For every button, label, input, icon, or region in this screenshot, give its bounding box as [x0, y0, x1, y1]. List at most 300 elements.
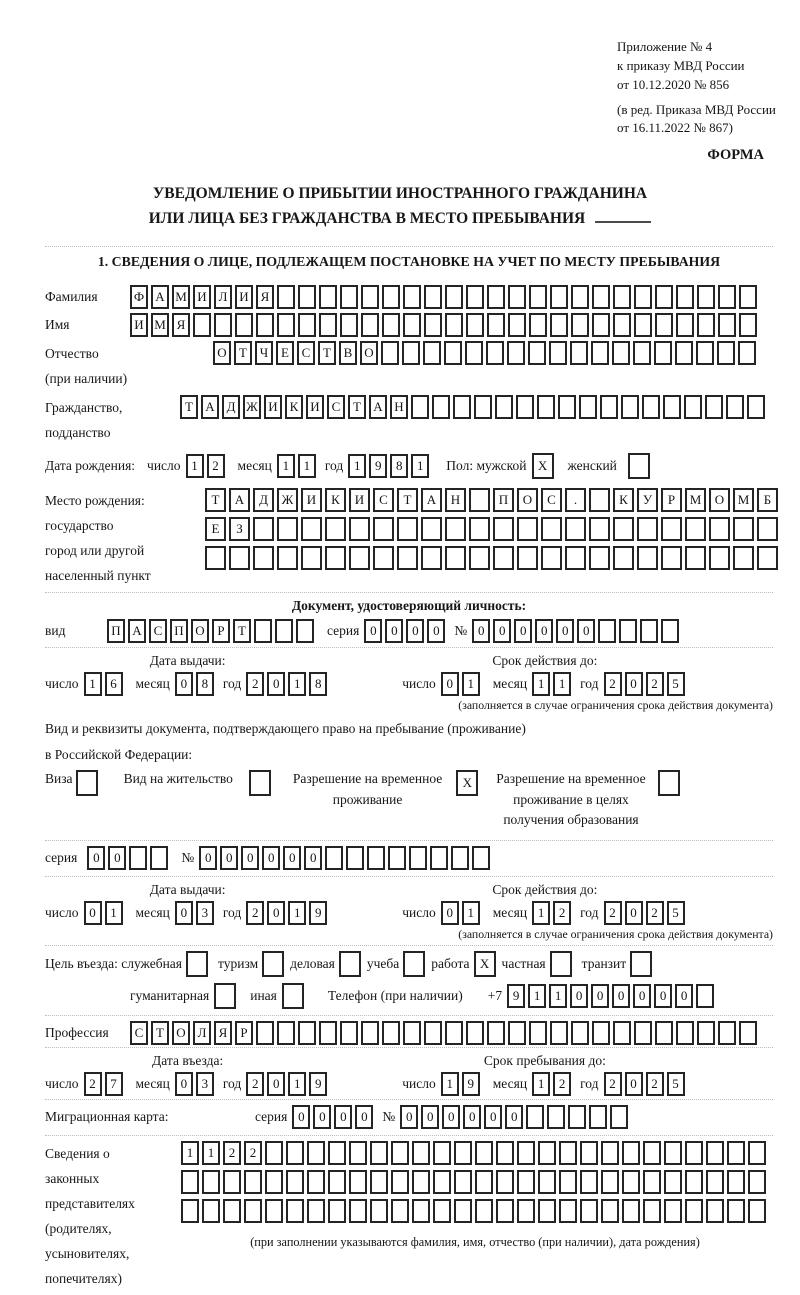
- form-cell[interactable]: 6: [105, 672, 123, 696]
- form-cell[interactable]: [549, 341, 567, 365]
- form-cell[interactable]: [412, 1199, 430, 1223]
- form-cell[interactable]: [496, 1141, 514, 1165]
- form-cell[interactable]: [193, 313, 211, 337]
- form-cell[interactable]: [445, 1021, 463, 1045]
- form-cell[interactable]: [223, 1199, 241, 1223]
- form-cell[interactable]: [565, 546, 586, 570]
- form-cell[interactable]: [612, 341, 630, 365]
- form-cell[interactable]: [275, 619, 293, 643]
- form-cell[interactable]: [325, 517, 346, 541]
- form-cell[interactable]: 8: [390, 454, 408, 478]
- form-cell[interactable]: 2: [246, 901, 264, 925]
- form-cell[interactable]: [507, 341, 525, 365]
- form-cell[interactable]: [529, 313, 547, 337]
- form-cell[interactable]: [697, 313, 715, 337]
- form-cell[interactable]: 8: [196, 672, 214, 696]
- form-cell[interactable]: [655, 1021, 673, 1045]
- form-cell[interactable]: 2: [646, 1072, 664, 1096]
- form-cell[interactable]: [517, 1199, 535, 1223]
- form-cell[interactable]: [706, 1141, 724, 1165]
- form-cell[interactable]: 2: [646, 672, 664, 696]
- form-cell[interactable]: [319, 313, 337, 337]
- form-cell[interactable]: [508, 313, 526, 337]
- form-cell[interactable]: 0: [385, 619, 403, 643]
- form-cell[interactable]: 1: [84, 672, 102, 696]
- form-cell[interactable]: [444, 341, 462, 365]
- form-cell[interactable]: М: [151, 313, 169, 337]
- form-cell[interactable]: [277, 285, 295, 309]
- form-cell[interactable]: 0: [472, 619, 490, 643]
- form-cell[interactable]: Р: [235, 1021, 253, 1045]
- form-cell[interactable]: [739, 313, 757, 337]
- form-cell[interactable]: 0: [241, 846, 259, 870]
- form-cell[interactable]: [412, 1141, 430, 1165]
- form-cell[interactable]: [445, 313, 463, 337]
- form-cell[interactable]: [733, 517, 754, 541]
- form-cell[interactable]: [589, 1105, 607, 1129]
- form-cell[interactable]: [643, 1199, 661, 1223]
- form-cell[interactable]: [661, 546, 682, 570]
- form-cell[interactable]: [265, 1141, 283, 1165]
- form-cell[interactable]: 0: [612, 984, 630, 1008]
- form-cell[interactable]: [349, 1170, 367, 1194]
- form-cell[interactable]: [655, 313, 673, 337]
- form-cell[interactable]: [370, 1199, 388, 1223]
- form-cell[interactable]: 1: [528, 984, 546, 1008]
- form-cell[interactable]: [465, 341, 483, 365]
- form-cell[interactable]: [421, 546, 442, 570]
- form-cell[interactable]: [622, 1141, 640, 1165]
- form-cell[interactable]: [517, 517, 538, 541]
- form-cell[interactable]: 3: [196, 901, 214, 925]
- form-cell[interactable]: 0: [570, 984, 588, 1008]
- form-cell[interactable]: 1: [411, 454, 429, 478]
- form-cell[interactable]: [403, 313, 421, 337]
- form-cell[interactable]: Е: [205, 517, 226, 541]
- form-cell[interactable]: 0: [633, 984, 651, 1008]
- form-cell[interactable]: [558, 395, 576, 419]
- form-cell[interactable]: [664, 1141, 682, 1165]
- form-cell[interactable]: [340, 285, 358, 309]
- form-cell[interactable]: [565, 517, 586, 541]
- form-cell[interactable]: Д: [222, 395, 240, 419]
- form-cell[interactable]: 1: [298, 454, 316, 478]
- form-cell[interactable]: Р: [212, 619, 230, 643]
- form-cell[interactable]: А: [369, 395, 387, 419]
- form-cell[interactable]: 2: [604, 672, 622, 696]
- form-cell[interactable]: 1: [288, 901, 306, 925]
- form-cell[interactable]: [262, 951, 284, 977]
- form-cell[interactable]: 0: [108, 846, 126, 870]
- form-cell[interactable]: Д: [253, 488, 274, 512]
- form-cell[interactable]: [526, 1105, 544, 1129]
- form-cell[interactable]: 0: [292, 1105, 310, 1129]
- form-cell[interactable]: [589, 517, 610, 541]
- form-cell[interactable]: 0: [625, 1072, 643, 1096]
- form-cell[interactable]: 5: [667, 901, 685, 925]
- form-cell[interactable]: [382, 285, 400, 309]
- form-cell[interactable]: 1: [553, 672, 571, 696]
- form-cell[interactable]: 0: [654, 984, 672, 1008]
- form-cell[interactable]: К: [325, 488, 346, 512]
- form-cell[interactable]: [658, 770, 680, 796]
- form-cell[interactable]: [475, 1141, 493, 1165]
- form-cell[interactable]: [282, 983, 304, 1009]
- form-cell[interactable]: Я: [256, 285, 274, 309]
- form-cell[interactable]: [373, 517, 394, 541]
- form-cell[interactable]: 2: [604, 901, 622, 925]
- form-cell[interactable]: [451, 846, 469, 870]
- form-cell[interactable]: [370, 1170, 388, 1194]
- form-cell[interactable]: [493, 546, 514, 570]
- form-cell[interactable]: [571, 285, 589, 309]
- form-cell[interactable]: С: [149, 619, 167, 643]
- form-cell[interactable]: О: [709, 488, 730, 512]
- form-cell[interactable]: [663, 395, 681, 419]
- form-cell[interactable]: [301, 546, 322, 570]
- form-cell[interactable]: И: [264, 395, 282, 419]
- form-cell[interactable]: [706, 1199, 724, 1223]
- form-cell[interactable]: [697, 285, 715, 309]
- form-cell[interactable]: [339, 951, 361, 977]
- form-cell[interactable]: [637, 546, 658, 570]
- form-cell[interactable]: [454, 1141, 472, 1165]
- form-cell[interactable]: З: [229, 517, 250, 541]
- form-cell[interactable]: О: [191, 619, 209, 643]
- form-cell[interactable]: Т: [151, 1021, 169, 1045]
- form-cell[interactable]: Я: [214, 1021, 232, 1045]
- form-cell[interactable]: [397, 517, 418, 541]
- form-cell[interactable]: Т: [234, 341, 252, 365]
- form-cell[interactable]: 9: [507, 984, 525, 1008]
- form-cell[interactable]: [286, 1199, 304, 1223]
- form-cell[interactable]: [445, 517, 466, 541]
- form-cell[interactable]: 2: [84, 1072, 102, 1096]
- form-cell[interactable]: Н: [445, 488, 466, 512]
- form-cell[interactable]: 0: [514, 619, 532, 643]
- form-cell[interactable]: [613, 517, 634, 541]
- form-cell[interactable]: [487, 285, 505, 309]
- form-cell[interactable]: [508, 285, 526, 309]
- form-cell[interactable]: [454, 1170, 472, 1194]
- form-cell[interactable]: 1: [348, 454, 366, 478]
- form-cell[interactable]: [685, 1170, 703, 1194]
- form-cell[interactable]: П: [170, 619, 188, 643]
- form-cell[interactable]: [642, 395, 660, 419]
- form-cell[interactable]: [445, 546, 466, 570]
- form-cell[interactable]: [709, 546, 730, 570]
- form-cell[interactable]: [277, 1021, 295, 1045]
- form-cell[interactable]: [619, 619, 637, 643]
- form-cell[interactable]: Ж: [277, 488, 298, 512]
- form-cell[interactable]: [705, 395, 723, 419]
- form-cell[interactable]: [538, 1141, 556, 1165]
- form-cell[interactable]: [486, 341, 504, 365]
- form-cell[interactable]: [381, 341, 399, 365]
- form-cell[interactable]: [469, 546, 490, 570]
- form-cell[interactable]: И: [130, 313, 148, 337]
- form-cell[interactable]: [493, 517, 514, 541]
- form-cell[interactable]: 9: [462, 1072, 480, 1096]
- form-cell[interactable]: [424, 313, 442, 337]
- form-cell[interactable]: [547, 1105, 565, 1129]
- form-cell[interactable]: [325, 846, 343, 870]
- form-cell[interactable]: 0: [304, 846, 322, 870]
- form-cell[interactable]: [559, 1170, 577, 1194]
- form-cell[interactable]: [307, 1170, 325, 1194]
- form-cell[interactable]: [433, 1141, 451, 1165]
- form-cell[interactable]: [487, 1021, 505, 1045]
- form-cell[interactable]: А: [201, 395, 219, 419]
- form-cell[interactable]: [579, 395, 597, 419]
- form-cell[interactable]: [589, 488, 610, 512]
- form-cell[interactable]: Т: [318, 341, 336, 365]
- form-cell[interactable]: [432, 395, 450, 419]
- form-cell[interactable]: [466, 1021, 484, 1045]
- form-cell[interactable]: [717, 341, 735, 365]
- form-cell[interactable]: Ч: [255, 341, 273, 365]
- form-cell[interactable]: [550, 1021, 568, 1045]
- form-cell[interactable]: П: [493, 488, 514, 512]
- form-cell[interactable]: [475, 1199, 493, 1223]
- form-cell[interactable]: 0: [441, 901, 459, 925]
- form-cell[interactable]: Т: [180, 395, 198, 419]
- form-cell[interactable]: [675, 341, 693, 365]
- form-cell[interactable]: [256, 1021, 274, 1045]
- form-cell[interactable]: [634, 1021, 652, 1045]
- form-cell[interactable]: К: [285, 395, 303, 419]
- form-cell[interactable]: 0: [675, 984, 693, 1008]
- form-cell[interactable]: [253, 517, 274, 541]
- form-cell[interactable]: 0: [267, 901, 285, 925]
- form-cell[interactable]: [726, 395, 744, 419]
- form-cell[interactable]: [630, 951, 652, 977]
- form-cell[interactable]: [685, 1141, 703, 1165]
- form-cell[interactable]: [600, 395, 618, 419]
- form-cell[interactable]: [277, 313, 295, 337]
- form-cell[interactable]: [367, 846, 385, 870]
- form-cell[interactable]: 0: [427, 619, 445, 643]
- form-cell[interactable]: [528, 341, 546, 365]
- form-cell[interactable]: С: [541, 488, 562, 512]
- form-cell[interactable]: [621, 395, 639, 419]
- form-cell[interactable]: [349, 1141, 367, 1165]
- form-cell[interactable]: С: [327, 395, 345, 419]
- form-cell[interactable]: 0: [220, 846, 238, 870]
- form-cell[interactable]: 0: [556, 619, 574, 643]
- form-cell[interactable]: [325, 546, 346, 570]
- form-cell[interactable]: [628, 453, 650, 479]
- form-cell[interactable]: [748, 1170, 766, 1194]
- form-cell[interactable]: 1: [202, 1141, 220, 1165]
- form-cell[interactable]: 0: [406, 619, 424, 643]
- form-cell[interactable]: [433, 1199, 451, 1223]
- form-cell[interactable]: [307, 1141, 325, 1165]
- form-cell[interactable]: [601, 1170, 619, 1194]
- form-cell[interactable]: [244, 1170, 262, 1194]
- form-cell[interactable]: 0: [625, 901, 643, 925]
- form-cell[interactable]: 0: [283, 846, 301, 870]
- form-cell[interactable]: [244, 1199, 262, 1223]
- form-cell[interactable]: [559, 1141, 577, 1165]
- form-cell[interactable]: [664, 1199, 682, 1223]
- form-cell[interactable]: [235, 313, 253, 337]
- form-cell[interactable]: 2: [646, 901, 664, 925]
- form-cell[interactable]: [391, 1170, 409, 1194]
- form-cell[interactable]: 1: [288, 1072, 306, 1096]
- form-cell[interactable]: [580, 1170, 598, 1194]
- form-cell[interactable]: [423, 341, 441, 365]
- form-cell[interactable]: [214, 983, 236, 1009]
- form-cell[interactable]: [391, 1199, 409, 1223]
- form-cell[interactable]: Т: [397, 488, 418, 512]
- form-cell[interactable]: [685, 1199, 703, 1223]
- form-cell[interactable]: 7: [105, 1072, 123, 1096]
- form-cell[interactable]: 5: [667, 672, 685, 696]
- form-cell[interactable]: 3: [196, 1072, 214, 1096]
- form-cell[interactable]: 0: [313, 1105, 331, 1129]
- form-cell[interactable]: [319, 285, 337, 309]
- form-cell[interactable]: 1: [549, 984, 567, 1008]
- form-cell[interactable]: [757, 546, 778, 570]
- form-cell[interactable]: [580, 1141, 598, 1165]
- form-cell[interactable]: [409, 846, 427, 870]
- form-cell[interactable]: [643, 1141, 661, 1165]
- form-cell[interactable]: [373, 546, 394, 570]
- form-cell[interactable]: 0: [625, 672, 643, 696]
- form-cell[interactable]: [340, 1021, 358, 1045]
- form-cell[interactable]: А: [421, 488, 442, 512]
- form-cell[interactable]: 0: [199, 846, 217, 870]
- form-cell[interactable]: [370, 1141, 388, 1165]
- form-cell[interactable]: [685, 517, 706, 541]
- form-cell[interactable]: [319, 1021, 337, 1045]
- form-cell[interactable]: [249, 770, 271, 796]
- form-cell[interactable]: 9: [309, 1072, 327, 1096]
- form-cell[interactable]: [256, 313, 274, 337]
- form-cell[interactable]: [591, 341, 609, 365]
- form-cell[interactable]: М: [685, 488, 706, 512]
- form-cell[interactable]: [580, 1199, 598, 1223]
- form-cell[interactable]: [202, 1170, 220, 1194]
- form-cell[interactable]: [391, 1141, 409, 1165]
- form-cell[interactable]: [676, 1021, 694, 1045]
- form-cell[interactable]: 0: [441, 672, 459, 696]
- form-cell[interactable]: О: [517, 488, 538, 512]
- form-cell[interactable]: [571, 1021, 589, 1045]
- form-cell[interactable]: 1: [462, 672, 480, 696]
- form-cell[interactable]: А: [151, 285, 169, 309]
- form-cell[interactable]: [496, 1199, 514, 1223]
- form-cell[interactable]: [637, 517, 658, 541]
- form-cell[interactable]: Я: [172, 313, 190, 337]
- form-cell[interactable]: [727, 1199, 745, 1223]
- form-cell[interactable]: [421, 517, 442, 541]
- form-cell[interactable]: 1: [532, 1072, 550, 1096]
- form-cell[interactable]: В: [339, 341, 357, 365]
- form-cell[interactable]: [664, 1170, 682, 1194]
- form-cell[interactable]: [475, 1170, 493, 1194]
- form-cell[interactable]: [411, 395, 429, 419]
- form-cell[interactable]: 0: [262, 846, 280, 870]
- form-cell[interactable]: П: [107, 619, 125, 643]
- form-cell[interactable]: 1: [532, 672, 550, 696]
- form-cell[interactable]: 2: [223, 1141, 241, 1165]
- form-cell[interactable]: [469, 488, 490, 512]
- form-cell[interactable]: [517, 1170, 535, 1194]
- form-cell[interactable]: 0: [442, 1105, 460, 1129]
- form-cell[interactable]: [727, 1170, 745, 1194]
- form-cell[interactable]: [696, 984, 714, 1008]
- form-cell[interactable]: [516, 395, 534, 419]
- form-cell[interactable]: [601, 1141, 619, 1165]
- form-cell[interactable]: [592, 1021, 610, 1045]
- form-cell[interactable]: [298, 285, 316, 309]
- form-cell[interactable]: 9: [369, 454, 387, 478]
- form-cell[interactable]: [397, 546, 418, 570]
- form-cell[interactable]: [454, 1199, 472, 1223]
- form-cell[interactable]: [403, 951, 425, 977]
- form-cell[interactable]: 2: [246, 1072, 264, 1096]
- form-cell[interactable]: [757, 517, 778, 541]
- form-cell[interactable]: [265, 1199, 283, 1223]
- form-cell[interactable]: [472, 846, 490, 870]
- form-cell[interactable]: [286, 1170, 304, 1194]
- form-cell[interactable]: [298, 313, 316, 337]
- form-cell[interactable]: [610, 1105, 628, 1129]
- form-cell[interactable]: И: [349, 488, 370, 512]
- form-cell[interactable]: [633, 341, 651, 365]
- form-cell[interactable]: [265, 1170, 283, 1194]
- form-cell[interactable]: [453, 395, 471, 419]
- form-cell[interactable]: [388, 846, 406, 870]
- form-cell[interactable]: [129, 846, 147, 870]
- form-cell[interactable]: [286, 1141, 304, 1165]
- form-cell[interactable]: 8: [309, 672, 327, 696]
- form-cell[interactable]: [727, 1141, 745, 1165]
- form-cell[interactable]: [181, 1170, 199, 1194]
- form-cell[interactable]: [186, 951, 208, 977]
- form-cell[interactable]: [346, 846, 364, 870]
- form-cell[interactable]: X: [474, 951, 496, 977]
- form-cell[interactable]: [676, 313, 694, 337]
- form-cell[interactable]: 1: [186, 454, 204, 478]
- form-cell[interactable]: [474, 395, 492, 419]
- form-cell[interactable]: 2: [553, 1072, 571, 1096]
- form-cell[interactable]: [328, 1170, 346, 1194]
- form-cell[interactable]: О: [360, 341, 378, 365]
- form-cell[interactable]: [739, 285, 757, 309]
- form-cell[interactable]: 1: [181, 1141, 199, 1165]
- form-cell[interactable]: [592, 285, 610, 309]
- form-cell[interactable]: [718, 1021, 736, 1045]
- form-cell[interactable]: X: [456, 770, 478, 796]
- form-cell[interactable]: [349, 1199, 367, 1223]
- form-cell[interactable]: [340, 313, 358, 337]
- form-cell[interactable]: [181, 1199, 199, 1223]
- form-cell[interactable]: 0: [535, 619, 553, 643]
- form-cell[interactable]: [202, 1199, 220, 1223]
- form-cell[interactable]: 1: [288, 672, 306, 696]
- form-cell[interactable]: [589, 546, 610, 570]
- form-cell[interactable]: Ф: [130, 285, 148, 309]
- form-cell[interactable]: [640, 619, 658, 643]
- form-cell[interactable]: А: [128, 619, 146, 643]
- form-cell[interactable]: Б: [757, 488, 778, 512]
- form-cell[interactable]: [550, 951, 572, 977]
- form-cell[interactable]: [718, 313, 736, 337]
- form-cell[interactable]: [654, 341, 672, 365]
